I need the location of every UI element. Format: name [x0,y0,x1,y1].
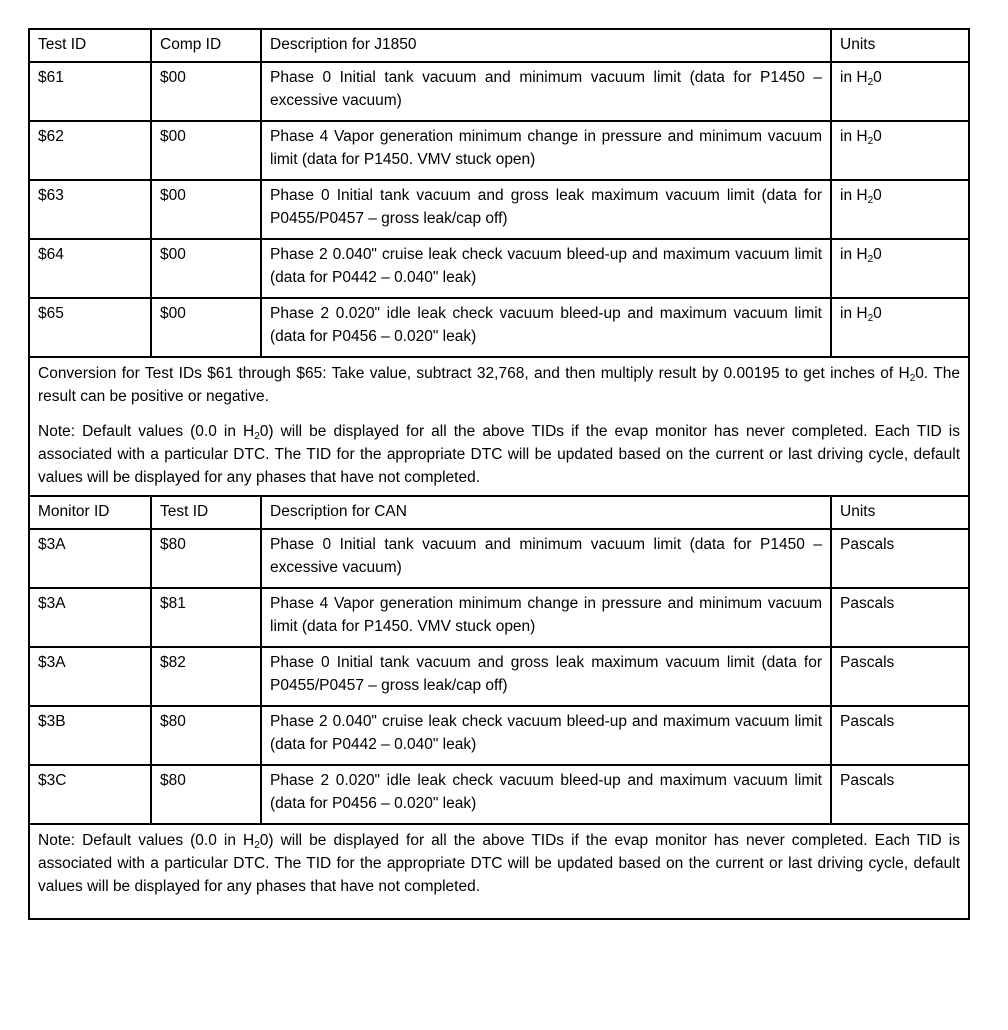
j1850-header-row [30,30,968,63]
header-monitor-id: Monitor ID [30,497,152,528]
units-cell: Pascals [840,772,895,789]
units-cell: in $H_20$ [840,187,882,206]
test-id-cell: $64 [30,240,152,297]
test-id-cell: $81 [152,589,262,646]
description-cell: Phase 4 Vapor generation minimum change in pressure and minimum vacuum limit (data for P1450. VMV stuck open) [262,589,832,646]
table-row [30,530,968,589]
header-test-id: Test ID [152,497,262,528]
header-comp-id: Comp ID [152,30,262,61]
units-cell: in $H_20$ [840,69,882,88]
units-cell: in $H_20$ [840,246,882,265]
comp-id-cell: $00 [152,181,262,238]
comp-id-cell: $00 [152,63,262,120]
table-row [30,181,968,240]
test-id-cell: $80 [152,707,262,764]
description-cell: Phase 0 Initial tank vacuum and gross leak maximum vacuum limit (data for P0455/P0457 – gross leak/cap off) [262,181,832,238]
table-row [30,299,968,358]
comp-id-cell: $00 [152,299,262,356]
test-id-cell: $65 [30,299,152,356]
description-cell: Phase 2 0.040" cruise leak check vacuum bleed-up and maximum vacuum limit (data for P0442 – 0.040" leak) [262,240,832,297]
header-units: Units [840,36,876,53]
table-row [30,648,968,707]
units-cell: Pascals [840,536,895,553]
test-id-cell: $61 [30,63,152,120]
test-id-cell: $62 [30,122,152,179]
table-row [30,766,968,825]
header-test-id: Test ID [30,30,152,61]
units-cell: Pascals [840,654,895,671]
units-cell: Pascals [840,595,895,612]
description-cell: Phase 2 0.040" cruise leak check vacuum bleed-up and maximum vacuum limit (data for P0442 – 0.040" leak) [262,707,832,764]
j1850-notes [30,358,968,497]
description-cell: Phase 4 Vapor generation minimum change in pressure and minimum vacuum limit (data for P1450. VMV stuck open) [262,122,832,179]
test-id-cell: $80 [152,766,262,823]
can-header-row [30,497,968,530]
conversion-note: Conversion for Test IDs $61 through $65: Take value, subtract 32,768, and then multiply result by 0.00195 to get inches of $H_20$. The result can be positive or negative. [38,365,961,405]
monitor-id-cell: $3A [30,648,152,705]
header-description: Description for J1850 [262,30,832,61]
monitor-id-cell: $3C [30,766,152,823]
description-cell: Phase 2 0.020" idle leak check vacuum bleed-up and maximum vacuum limit (data for P0456 – 0.020" leak) [262,766,832,823]
description-cell: Phase 0 Initial tank vacuum and minimum vacuum limit (data for P1450 – excessive vacuum) [262,530,832,587]
footer-spacer [38,898,960,912]
header-description: Description for CAN [262,497,832,528]
units-cell: in $H_20$ [840,305,882,324]
monitor-id-cell: $3B [30,707,152,764]
monitor-id-cell: $3A [30,530,152,587]
header-units: Units [840,503,876,520]
units-cell: in $H_20$ [840,128,882,147]
test-id-cell: $80 [152,530,262,587]
default-values-note: Note: Default values (0.0 in $H_20$) will be displayed for all the above TIDs if the evap monitor has never completed. Each TID is associated with a particular DTC. The TID for the appropriate DTC will be updated based on the current or last driving cycle, default values will be displayed for any phases that have not completed. [38,423,960,486]
table-row [30,240,968,299]
table-row [30,63,968,122]
table-row [30,707,968,766]
description-cell: Phase 2 0.020" idle leak check vacuum bleed-up and maximum vacuum limit (data for P0456 – 0.020" leak) [262,299,832,356]
test-id-cell: $63 [30,181,152,238]
monitor-id-cell: $3A [30,589,152,646]
can-notes [30,825,968,918]
default-values-note: Note: Default values (0.0 in $H_20$) will be displayed for all the above TIDs if the evap monitor has never completed. Each TID is associated with a particular DTC. The TID for the appropriate DTC will be updated based on the current or last driving cycle, default values will be displayed for any phases that have not completed. [38,832,960,895]
tid-table [28,28,970,920]
table-row [30,122,968,181]
comp-id-cell: $00 [152,122,262,179]
description-cell: Phase 0 Initial tank vacuum and gross leak maximum vacuum limit (data for P0455/P0457 – gross leak/cap off) [262,648,832,705]
table-row [30,589,968,648]
comp-id-cell: $00 [152,240,262,297]
description-cell: Phase 0 Initial tank vacuum and minimum vacuum limit (data for P1450 – excessive vacuum) [262,63,832,120]
test-id-cell: $82 [152,648,262,705]
units-cell: Pascals [840,713,895,730]
